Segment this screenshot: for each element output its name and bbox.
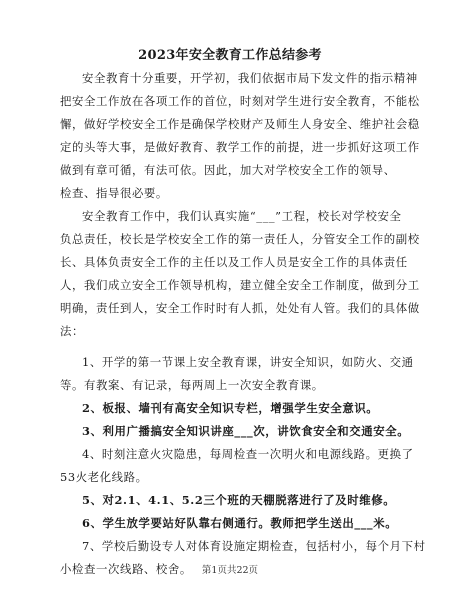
list-item-4 (60, 443, 414, 489)
text-line: 懈，做好学校安全工作是确保学校财产及师生人身安全、维护社会稳 (60, 117, 420, 131)
list-item-3: 3、利用广播搞安全知识讲座___次，讲饮食安全和交通安全。 (82, 424, 410, 438)
paragraph-intro (60, 67, 420, 205)
text-line: 1、开学的第一节课上安全教育课，讲安全知识，如防火、交通 (82, 355, 414, 369)
list-item-2: 2、板报、墙刊有高安全知识专栏，增强学生安全意识。 (82, 401, 379, 415)
text-line: 明确，责任到人，安全工作时时有人抓，处处有人管。我们的具体做 (60, 301, 420, 315)
text-line: 负总责任，校长是学校安全工作的第一责任人，分管安全工作的副校 (60, 232, 420, 246)
text-line: 4、时刻注意火灾隐患，每周检查一次明火和电源线路。更换了 (82, 447, 414, 461)
text-line: 定的头等大事，是做好教育、教学工作的前提，进一步抓好这项工作 (60, 140, 420, 154)
text-line: 做到有章可循，有法可依。因此，加大对学校安全工作的领导、 (60, 163, 396, 177)
text-line: 长、具体负责安全工作的主任以及工作人员是安全工作的具体责任 (60, 255, 408, 269)
list-item-5: 5、对2.1、4.1、5.2三个班的天棚脱落进行了及时维修。 (82, 493, 396, 507)
text-line: 检查、指导很必要。 (60, 186, 168, 200)
paragraph-measures (60, 205, 420, 343)
text-line: 等。有教案、有记录，每两周上一次安全教育课。 (60, 378, 324, 392)
document-title: 2023年安全教育工作总结参考 (138, 48, 322, 63)
text-line: 法： (60, 324, 84, 338)
text-line: 安全教育工作中，我们认真实施“___”工程，校长对学校安全 (82, 209, 402, 223)
list-item-6: 6、学生放学要站好队靠右侧通行。教师把学生送出___米。 (82, 516, 398, 530)
text-line: 安全教育十分重要，开学初，我们依据市局下发文件的指示精神 (82, 71, 418, 85)
page-number: 第1页共22页 (201, 565, 259, 576)
text-line: 53火老化线路。 (60, 470, 148, 484)
list-item-1 (60, 351, 414, 397)
text-line: 7、学校后勤设专人对体育设施定期检查，包括村小，每个月下村 (82, 539, 426, 553)
text-line: 人，我们成立安全工作领导机构，建立健全安全工作制度，做到分工 (60, 278, 420, 292)
text-line: 小检查一次线路、校舍。 (60, 562, 192, 576)
text-line: 把安全工作放在各项工作的首位，时刻对学生进行安全教育，不能松 (60, 94, 420, 108)
document-body (60, 67, 426, 581)
